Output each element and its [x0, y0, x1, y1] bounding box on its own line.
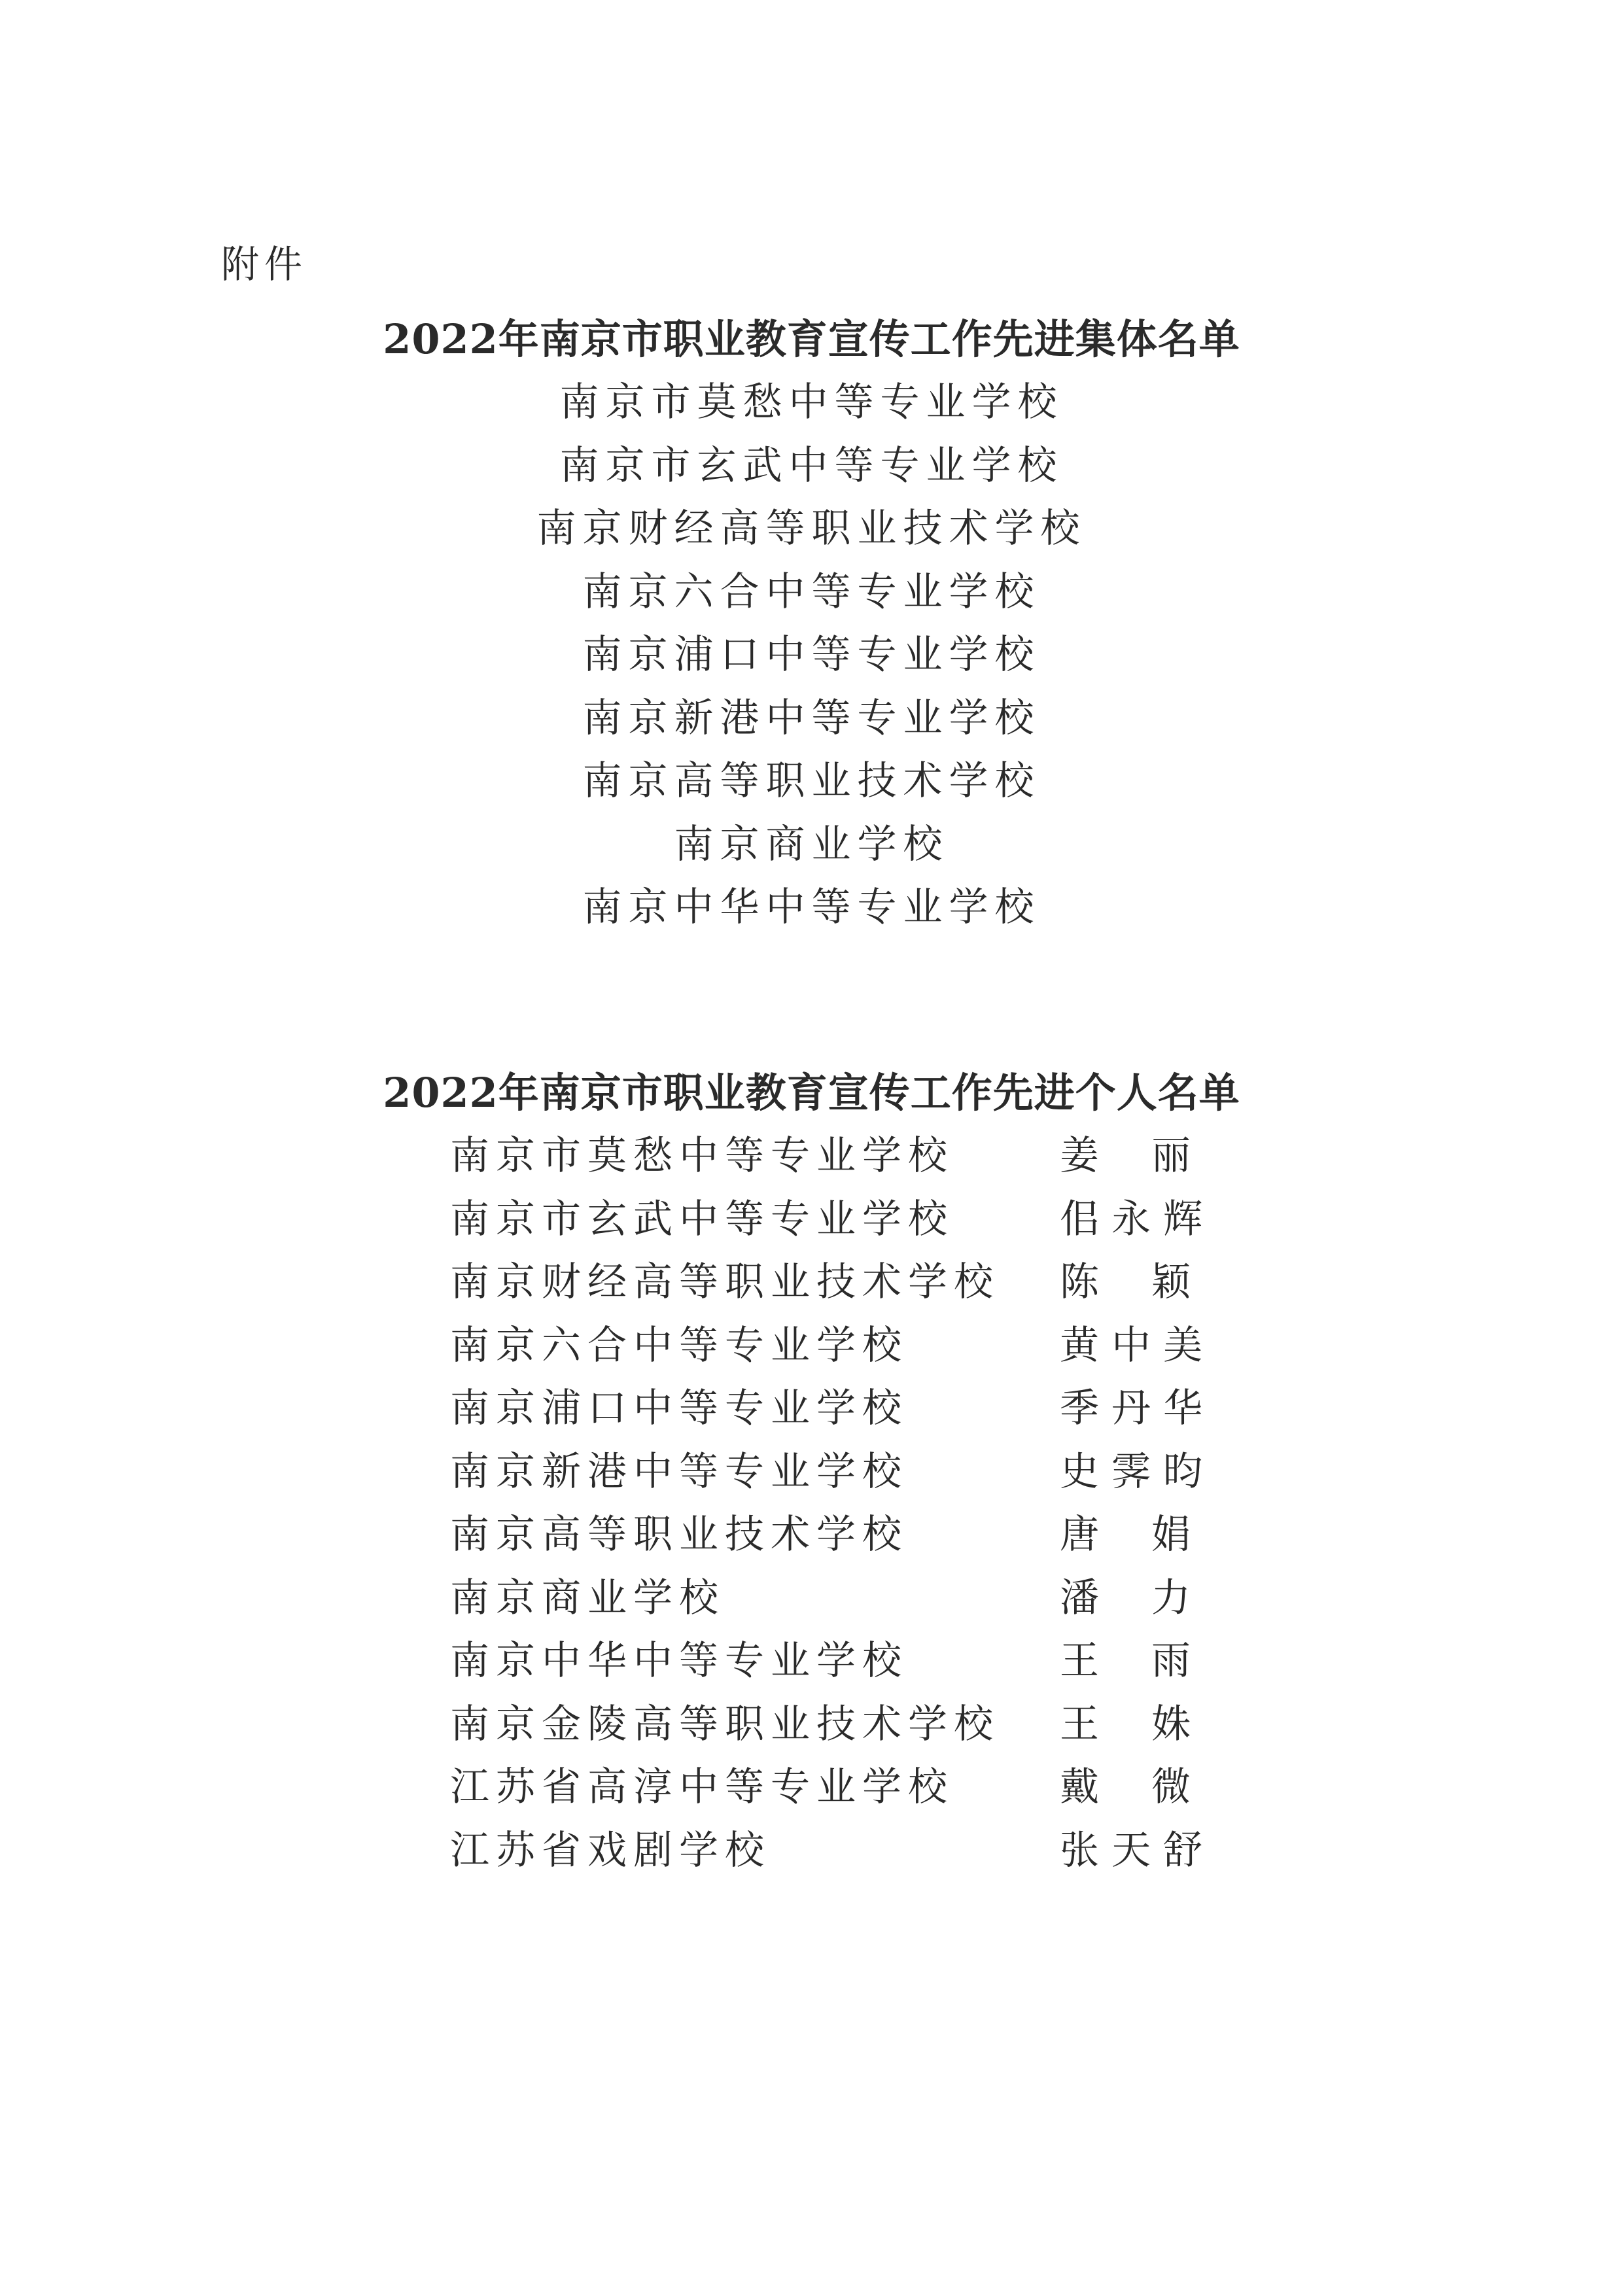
collective-school: 南京市玄武中等专业学校	[559, 442, 1064, 489]
individual-name: 王 姝	[1060, 1701, 1191, 1747]
individual-row	[0, 1701, 1623, 1765]
individual-list-title: 2022年南京市职业教育宣传工作先进个人名单	[383, 1069, 1240, 1117]
individual-row	[0, 1512, 1623, 1575]
individual-row	[0, 1575, 1623, 1639]
individual-name: 姜 丽	[1060, 1133, 1191, 1179]
individual-name: 史 霁 昀	[1060, 1448, 1203, 1495]
collective-list	[0, 379, 1623, 948]
individual-name: 季 丹 华	[1060, 1385, 1203, 1431]
individual-list	[0, 1133, 1623, 1890]
collective-school: 南京六合中等专业学校	[582, 568, 1041, 615]
individual-row	[0, 1259, 1623, 1323]
individual-name: 陈 颖	[1060, 1259, 1191, 1305]
collective-school: 南京财经高等职业技术学校	[536, 506, 1087, 551]
individual-name: 张 天 舒	[1060, 1827, 1203, 1873]
individual-name: 佀 永 辉	[1060, 1196, 1203, 1242]
individual-school: 南京市玄武中等专业学校	[450, 1196, 954, 1242]
individual-school: 南京市莫愁中等专业学校	[450, 1133, 954, 1179]
individual-school: 南京高等职业技术学校	[450, 1512, 908, 1557]
individual-name: 戴 微	[1060, 1764, 1191, 1810]
individual-row	[0, 1323, 1623, 1386]
individual-name: 黄 中 美	[1060, 1322, 1203, 1368]
individual-school: 江苏省高淳中等专业学校	[450, 1764, 954, 1810]
individual-name: 唐 娟	[1060, 1512, 1191, 1557]
individual-row	[0, 1133, 1623, 1196]
collective-list-title: 2022年南京市职业教育宣传工作先进集体名单	[383, 315, 1240, 363]
individual-school: 南京中华中等专业学校	[450, 1638, 908, 1684]
individual-row	[0, 1638, 1623, 1701]
collective-school: 南京新港中等专业学校	[582, 695, 1041, 741]
collective-school: 南京浦口中等专业学校	[582, 632, 1041, 678]
individual-row	[0, 1449, 1623, 1512]
individual-school: 南京金陵高等职业技术学校	[450, 1701, 1000, 1747]
individual-school: 南京新港中等专业学校	[450, 1448, 908, 1495]
individual-school: 南京财经高等职业技术学校	[450, 1259, 1000, 1305]
individual-row	[0, 1828, 1623, 1891]
individual-school: 江苏省戏剧学校	[450, 1827, 771, 1873]
individual-name: 王 雨	[1060, 1638, 1191, 1684]
collective-school: 南京市莫愁中等专业学校	[559, 379, 1064, 425]
collective-school: 南京中华中等专业学校	[582, 884, 1041, 930]
individual-row	[0, 1385, 1623, 1449]
collective-school: 南京高等职业技术学校	[582, 758, 1041, 804]
individual-school: 南京浦口中等专业学校	[450, 1385, 908, 1431]
attachment-label: 附件	[221, 242, 308, 287]
individual-row	[0, 1196, 1623, 1260]
individual-row	[0, 1764, 1623, 1828]
individual-name: 潘 力	[1060, 1574, 1191, 1621]
collective-school: 南京商业学校	[674, 821, 949, 867]
individual-school: 南京商业学校	[450, 1574, 725, 1621]
individual-school: 南京六合中等专业学校	[450, 1322, 908, 1368]
